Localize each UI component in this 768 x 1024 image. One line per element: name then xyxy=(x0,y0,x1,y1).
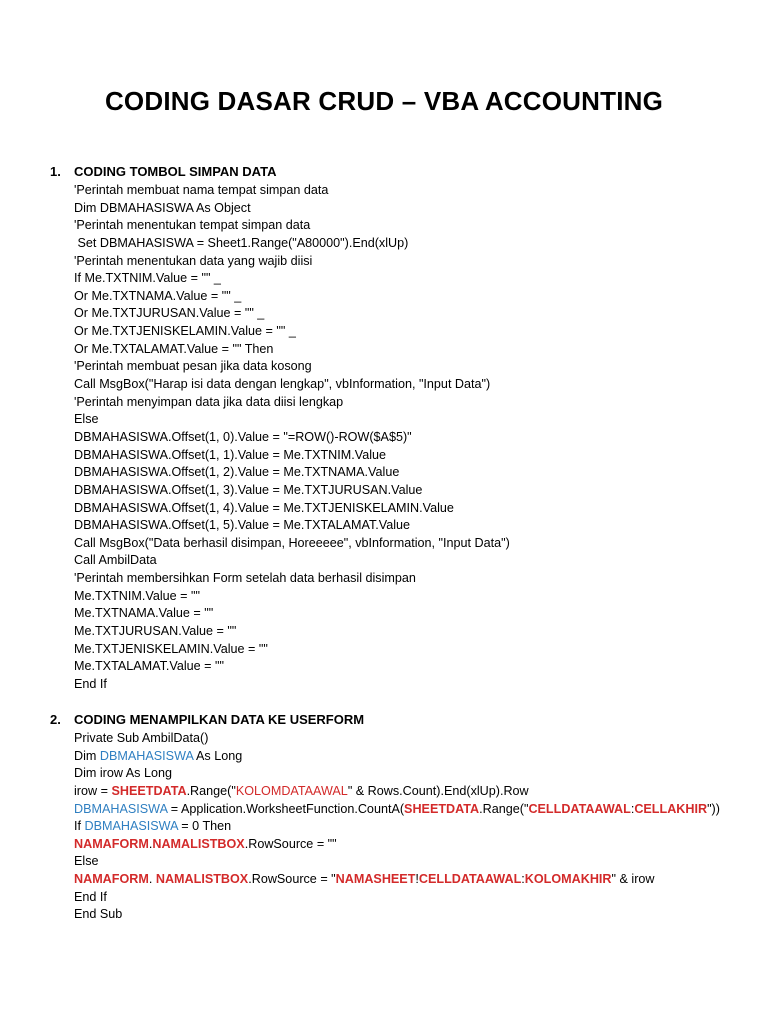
code-line: 'Perintah menentukan data yang wajib diisi xyxy=(74,253,313,268)
code-token: As Long xyxy=(193,748,243,763)
code-line: Set DBMAHASISWA = Sheet1.Range("A80000").End(xlUp) xyxy=(74,235,409,250)
code-line xyxy=(0,818,768,836)
section-number: 2. xyxy=(50,712,61,727)
code-token: .Range(" xyxy=(186,783,236,798)
code-token: ")) xyxy=(707,801,720,816)
code-line: End If xyxy=(74,676,107,691)
code-token: . xyxy=(148,872,156,887)
code-token-highlight: CELLDATAAWAL xyxy=(418,872,522,887)
code-line: DBMAHASISWA.Offset(1, 1).Value = Me.TXTNIM.Value xyxy=(74,447,387,462)
code-token: " & Rows.Count).End(xlUp).Row xyxy=(347,783,529,798)
code-line xyxy=(0,906,768,924)
section-number: 1. xyxy=(50,164,61,179)
section-heading xyxy=(0,712,768,730)
code-line: DBMAHASISWA.Offset(1, 3).Value = Me.TXTJURUSAN.Value xyxy=(74,482,423,497)
code-token: .RowSource = "" xyxy=(244,836,337,851)
code-token-highlight: CELLDATAAWAL xyxy=(528,801,631,816)
code-block xyxy=(0,182,768,694)
section-simpan-data xyxy=(0,164,768,694)
code-token-highlight: CELLAKHIR xyxy=(634,801,708,816)
code-line: DBMAHASISWA.Offset(1, 0).Value = "=ROW()-ROW($A$5)" xyxy=(74,429,412,444)
code-line: DBMAHASISWA.Offset(1, 5).Value = Me.TXTALAMAT.Value xyxy=(74,518,411,533)
code-token: End If xyxy=(74,889,107,904)
code-line: Me.TXTJENISKELAMIN.Value = "" xyxy=(74,641,268,656)
code-line xyxy=(0,836,768,854)
code-line: Dim DBMAHASISWA As Object xyxy=(74,200,251,215)
code-line xyxy=(0,871,768,889)
code-line xyxy=(0,853,768,871)
code-token-highlight: NAMAFORM xyxy=(74,872,149,887)
code-token: : xyxy=(630,801,635,816)
code-token: If xyxy=(74,819,85,834)
code-token-highlight: NAMALISTBOX xyxy=(155,872,249,887)
code-token-highlight: SHEETDATA xyxy=(111,783,187,798)
code-line: Me.TXTNIM.Value = "" xyxy=(74,588,200,603)
code-token-highlight: KOLOMDATAAWAL xyxy=(235,783,348,798)
section-title: CODING MENAMPILKAN DATA KE USERFORM xyxy=(74,712,365,727)
code-line xyxy=(0,783,768,801)
code-token: ! xyxy=(415,872,419,887)
code-line: Or Me.TXTJENISKELAMIN.Value = "" _ xyxy=(74,324,296,339)
code-line: Else xyxy=(74,412,99,427)
code-token-highlight: NAMAFORM xyxy=(74,836,149,851)
code-token-highlight: DBMAHASISWA xyxy=(74,801,168,816)
code-line: If Me.TXTNIM.Value = "" _ xyxy=(74,271,221,286)
code-token: Private Sub AmbilData() xyxy=(74,731,209,745)
code-line: Or Me.TXTNAMA.Value = "" _ xyxy=(74,288,242,303)
section-tampil-data xyxy=(0,712,768,924)
code-token: " & irow xyxy=(611,872,655,887)
code-line: Or Me.TXTALAMAT.Value = "" Then xyxy=(74,341,274,356)
code-line: Me.TXTALAMAT.Value = "" xyxy=(74,659,224,674)
code-token-highlight: NAMASHEET xyxy=(335,872,416,887)
section-title: CODING TOMBOL SIMPAN DATA xyxy=(74,164,277,179)
code-token: . xyxy=(148,836,153,851)
code-line: 'Perintah menyimpan data jika data diisi lengkap xyxy=(74,394,344,409)
code-line: 'Perintah membuat nama tempat simpan data xyxy=(74,183,329,197)
code-line xyxy=(0,765,768,783)
code-line: Call MsgBox("Harap isi data dengan lengkap", vbInformation, "Input Data") xyxy=(74,377,491,392)
code-line: 'Perintah membuat pesan jika data kosong xyxy=(74,359,312,374)
code-token: Else xyxy=(74,854,99,869)
code-line: Call MsgBox("Data berhasil disimpan, Horeeeee", vbInformation, "Input Data") xyxy=(74,535,510,550)
page-title: CODING DASAR CRUD – VBA ACCOUNTING xyxy=(104,86,664,116)
code-line xyxy=(0,889,768,907)
code-line: DBMAHASISWA.Offset(1, 4).Value = Me.TXTJENISKELAMIN.Value xyxy=(74,500,454,515)
code-token-highlight: KOLOMAKHIR xyxy=(524,872,612,887)
code-block xyxy=(0,730,768,924)
code-line xyxy=(0,801,768,819)
section-heading xyxy=(0,164,768,182)
code-token: End Sub xyxy=(74,907,123,922)
code-token: : xyxy=(521,872,525,887)
code-line: Me.TXTNAMA.Value = "" xyxy=(74,606,214,621)
code-line: 'Perintah membersihkan Form setelah data berhasil disimpan xyxy=(74,571,416,586)
code-token: = Application.WorksheetFunction.CountA( xyxy=(167,801,405,816)
code-line: Me.TXTJURUSAN.Value = "" xyxy=(74,624,237,639)
code-token-highlight: DBMAHASISWA xyxy=(84,819,178,834)
code-line: Call AmbilData xyxy=(74,553,157,568)
code-token: = 0 Then xyxy=(177,819,232,834)
code-line: DBMAHASISWA.Offset(1, 2).Value = Me.TXTNAMA.Value xyxy=(74,465,400,480)
code-token: .Range(" xyxy=(479,801,529,816)
code-token: Dim xyxy=(74,748,100,763)
code-token: .RowSource = " xyxy=(248,872,336,887)
code-token-highlight: NAMALISTBOX xyxy=(152,836,245,851)
code-line: 'Perintah menentukan tempat simpan data xyxy=(74,218,311,233)
code-token: irow = xyxy=(74,783,112,798)
code-line xyxy=(0,748,768,766)
code-line xyxy=(0,730,768,748)
code-line: Or Me.TXTJURUSAN.Value = "" _ xyxy=(74,306,265,321)
code-token: Dim irow As Long xyxy=(74,766,172,781)
code-token-highlight: DBMAHASISWA xyxy=(99,748,194,763)
code-token-highlight: SHEETDATA xyxy=(404,801,480,816)
